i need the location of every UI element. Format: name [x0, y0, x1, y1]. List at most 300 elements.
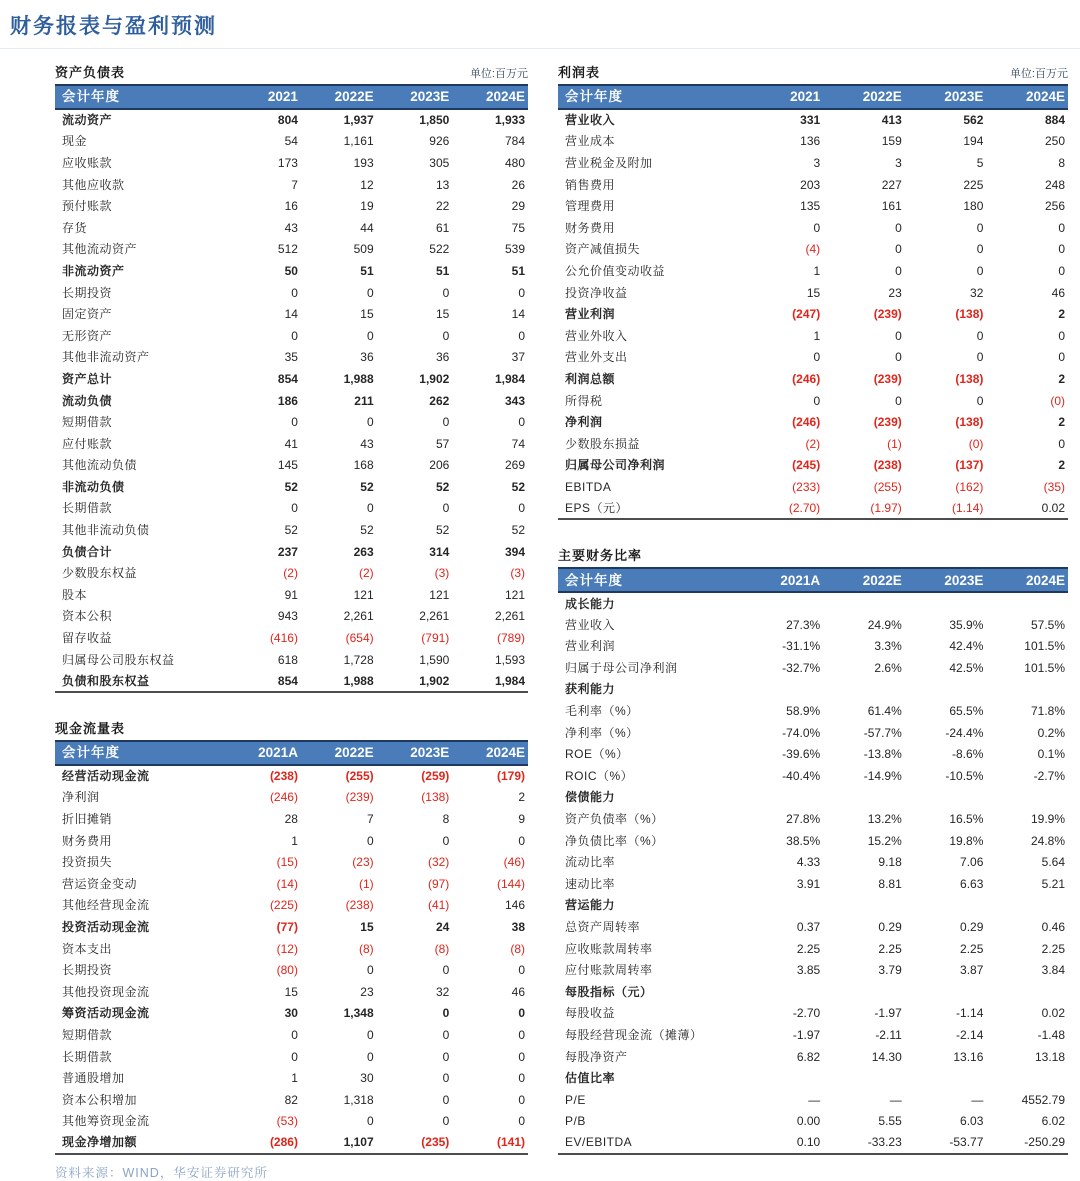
- cell-value: 61.4%: [867, 704, 902, 719]
- cell-value: 0: [813, 350, 821, 365]
- cell-value: 51: [511, 263, 525, 278]
- title-divider: [0, 48, 1080, 49]
- cell-value: 0: [1058, 220, 1065, 235]
- cell-value: (247): [792, 307, 821, 322]
- cell-value: 1: [813, 263, 821, 278]
- row-label: EV/EBITDA: [558, 1132, 742, 1154]
- cell-value: 9.18: [878, 855, 902, 870]
- cell-value: 0.02: [986, 498, 1068, 520]
- cell-value: 1: [291, 833, 298, 848]
- row-label: 非流动负债: [62, 479, 125, 494]
- row-label: 净利润: [62, 790, 100, 805]
- row-label: 财务费用: [565, 220, 616, 235]
- row-label: 其他经营现金流: [62, 898, 150, 913]
- cell-value: (0): [968, 436, 984, 451]
- cell-value: 15: [284, 984, 298, 999]
- table-row: [55, 347, 528, 369]
- table-row: [55, 765, 528, 787]
- cell-value: (1.97): [823, 498, 905, 520]
- cell-value: 211: [354, 393, 374, 408]
- cell-value: 854: [277, 371, 298, 386]
- cell-value: (46): [503, 855, 525, 870]
- table-row: [55, 282, 528, 304]
- cell-value: 804: [277, 113, 298, 128]
- cell-value: 2: [1058, 371, 1065, 386]
- cell-value: 0: [291, 415, 298, 430]
- row-label: 营业收入: [565, 113, 616, 128]
- cell-value: -74.0%: [782, 725, 821, 740]
- cell-value: (77): [276, 919, 298, 934]
- cell-value: [742, 895, 824, 917]
- cell-value: (245): [792, 458, 821, 473]
- cell-value: 3: [813, 155, 821, 170]
- cell-value: 1,984: [452, 670, 528, 692]
- cell-value: (138): [955, 307, 984, 322]
- column-header: 2024E: [986, 85, 1068, 109]
- cell-value: (80): [276, 963, 298, 978]
- column-header: 会计年度: [558, 85, 742, 109]
- table-row: [558, 390, 1068, 412]
- cell-value: -57.7%: [863, 725, 902, 740]
- cell-value: (235): [377, 1132, 453, 1154]
- row-label: 营运能力: [565, 898, 616, 913]
- table-row: [558, 1111, 1068, 1133]
- table-row: [55, 1024, 528, 1046]
- row-label: ROIC（%）: [565, 768, 634, 783]
- cell-value: 0: [442, 328, 450, 343]
- column-header: 2024E: [986, 568, 1068, 592]
- cell-value: (2): [805, 436, 821, 451]
- row-label: 其他非流动资产: [62, 350, 150, 365]
- cell-value: 19.9%: [1030, 812, 1065, 827]
- cash-flow-title: 现金流量表: [55, 721, 126, 737]
- cell-value: 32: [970, 285, 984, 300]
- cell-value: 71.8%: [1030, 704, 1065, 719]
- cell-value: 52: [511, 523, 525, 538]
- cell-value: 9: [518, 812, 525, 827]
- cell-value: 0: [366, 1027, 374, 1042]
- column-header: 2024E: [452, 741, 528, 765]
- cell-value: 2,261: [419, 609, 450, 624]
- cell-value: [905, 787, 987, 809]
- cell-value: (246): [269, 790, 298, 805]
- cell-value: 52: [360, 523, 374, 538]
- table-row: [558, 1024, 1068, 1046]
- row-label: 长期借款: [62, 1049, 113, 1064]
- cell-value: 173: [277, 155, 298, 170]
- cell-value: (654): [345, 631, 374, 646]
- cell-value: 0: [976, 220, 984, 235]
- cell-value: (246): [792, 371, 821, 386]
- table-row: [558, 873, 1068, 895]
- row-label: 少数股东损益: [565, 436, 641, 451]
- column-header: 2021A: [742, 568, 824, 592]
- cell-value: (138): [955, 371, 984, 386]
- cell-value: 943: [277, 609, 298, 624]
- cell-value: -33.23: [823, 1132, 905, 1154]
- balance-sheet-caption: [55, 61, 528, 81]
- table-row: [558, 722, 1068, 744]
- cell-value: 0: [1058, 242, 1065, 257]
- cell-value: (1): [887, 436, 902, 451]
- row-label: 营业收入: [565, 617, 616, 632]
- cell-value: 3.3%: [874, 639, 902, 654]
- table-row: [558, 109, 1068, 131]
- table-row: [55, 562, 528, 584]
- cell-value: (53): [276, 1114, 298, 1129]
- cell-value: 0: [518, 285, 525, 300]
- cell-value: 512: [277, 242, 298, 257]
- cell-value: (23): [352, 855, 374, 870]
- cell-value: (239): [873, 307, 902, 322]
- cell-value: 30: [284, 1006, 298, 1021]
- cell-value: 0: [895, 328, 902, 343]
- cell-value: (255): [345, 769, 374, 784]
- table-row: [55, 808, 528, 830]
- cell-value: 193: [353, 155, 374, 170]
- cell-value: -53.77: [905, 1132, 987, 1154]
- cell-value: —: [808, 1092, 821, 1107]
- row-label: 短期借款: [62, 1027, 113, 1042]
- cell-value: 0: [291, 285, 298, 300]
- column-header: 2023E: [377, 741, 453, 765]
- cell-value: 15: [435, 307, 450, 322]
- cell-value: 2.25: [878, 941, 902, 956]
- table-row: [55, 649, 528, 671]
- row-label: 普通股增加: [62, 1071, 125, 1086]
- column-header: 2022E: [823, 85, 905, 109]
- cell-value: [823, 592, 905, 614]
- cell-value: 13: [435, 177, 450, 192]
- cell-value: 522: [429, 242, 450, 257]
- cell-value: 44: [360, 220, 374, 235]
- row-label: 应收账款: [62, 155, 113, 170]
- cell-value: 1,318: [343, 1092, 374, 1107]
- cell-value: (238): [269, 769, 298, 784]
- cell-value: 0: [895, 242, 902, 257]
- table-row: [55, 895, 528, 917]
- table-row: [558, 195, 1068, 217]
- cell-value: (179): [496, 769, 525, 784]
- table-row: [55, 195, 528, 217]
- cell-value: 305: [429, 155, 450, 170]
- cell-value: [905, 679, 987, 701]
- column-header: 2021A: [225, 741, 301, 765]
- row-label: 投资净收益: [565, 285, 628, 300]
- row-label: 资本公积: [62, 609, 113, 624]
- row-label: 净利率（%）: [565, 725, 639, 740]
- cell-value: 0: [291, 328, 298, 343]
- table-row: [55, 1132, 528, 1154]
- cell-value: -24.4%: [945, 725, 984, 740]
- cell-value: 854: [225, 670, 301, 692]
- table-row: [55, 584, 528, 606]
- cell-value: 24: [435, 919, 450, 934]
- cell-value: 4.33: [796, 855, 821, 870]
- cell-value: 1,984: [494, 371, 525, 386]
- cell-value: 225: [963, 177, 984, 192]
- row-label: 少数股东权益: [62, 566, 138, 581]
- table-row: [558, 635, 1068, 657]
- cell-value: 8.81: [878, 876, 902, 891]
- unit-label: 单位:百万元: [469, 68, 528, 80]
- cell-value: 0: [976, 393, 984, 408]
- cell-value: 1,933: [494, 113, 525, 128]
- cell-value: (239): [873, 371, 902, 386]
- cell-value: 0: [366, 285, 374, 300]
- cell-value: 0.46: [1041, 919, 1065, 934]
- cell-value: 0.37: [796, 919, 821, 934]
- table-row: [558, 1046, 1068, 1068]
- balance-sheet-title: 资产负债表: [55, 65, 126, 80]
- cell-value: 0: [518, 1092, 525, 1107]
- cell-value: 16.5%: [949, 812, 984, 827]
- cell-value: 0: [1058, 436, 1065, 451]
- row-label: 偿债能力: [565, 790, 616, 805]
- row-label: 营运资金变动: [62, 876, 138, 891]
- row-label: 其他应收款: [62, 177, 125, 192]
- cell-value: 3.79: [878, 963, 902, 978]
- table-row: [55, 476, 528, 498]
- column-header: 2021: [225, 85, 301, 109]
- cell-value: 58.9%: [786, 704, 821, 719]
- cell-value: [986, 787, 1068, 809]
- cell-value: 203: [800, 177, 821, 192]
- cell-value: 2: [1058, 415, 1065, 430]
- cell-value: [986, 679, 1068, 701]
- cell-value: 1,988: [301, 670, 377, 692]
- row-label: 投资活动现金流: [62, 919, 150, 934]
- cell-value: [905, 895, 987, 917]
- cell-value: 0: [442, 1027, 450, 1042]
- row-label: EPS（元）: [558, 498, 742, 520]
- table-row: [558, 1067, 1068, 1089]
- cell-value: [986, 895, 1068, 917]
- cell-value: 52: [284, 479, 298, 494]
- cell-value: (15): [276, 855, 298, 870]
- row-label: 资产负债率（%）: [565, 812, 664, 827]
- cell-value: 101.5%: [1024, 660, 1065, 675]
- cell-value: 256: [1044, 199, 1065, 214]
- cell-value: (41): [427, 898, 450, 913]
- cell-value: 0: [442, 1114, 450, 1129]
- cell-value: 22: [435, 199, 450, 214]
- cell-value: 82: [284, 1092, 298, 1107]
- cell-value: 13.2%: [867, 812, 902, 827]
- cell-value: 0: [976, 328, 984, 343]
- cell-value: (239): [345, 790, 374, 805]
- cell-value: 2.6%: [874, 660, 902, 675]
- cell-value: 227: [881, 177, 902, 192]
- cell-value: 6.02: [1041, 1114, 1065, 1129]
- right-column: [558, 57, 1068, 1155]
- cell-value: (238): [873, 458, 902, 473]
- cell-value: 194: [963, 134, 984, 149]
- cell-value: (12): [276, 941, 298, 956]
- cell-value: -8.6%: [952, 747, 984, 762]
- row-label: 总资产周转率: [565, 919, 641, 934]
- cell-value: 0: [366, 833, 374, 848]
- cell-value: 0: [442, 1006, 450, 1021]
- cell-value: (416): [269, 631, 298, 646]
- cell-value: (2): [358, 566, 374, 581]
- cell-value: 0: [813, 220, 821, 235]
- table-row: [55, 411, 528, 433]
- cell-value: 2.25: [960, 941, 984, 956]
- cell-value: -1.97: [792, 1027, 821, 1042]
- table-row: [558, 700, 1068, 722]
- table-row: [55, 325, 528, 347]
- row-label: 负债和股东权益: [55, 670, 225, 692]
- cell-value: (238): [345, 898, 374, 913]
- cell-value: 16: [284, 199, 298, 214]
- cell-value: 1,988: [343, 371, 374, 386]
- cell-value: 51: [360, 263, 374, 278]
- cell-value: 263: [353, 544, 374, 559]
- cell-value: -2.11: [875, 1027, 902, 1042]
- table-row: [558, 1132, 1068, 1154]
- cell-value: (789): [496, 631, 525, 646]
- cell-value: 7: [291, 177, 298, 192]
- cell-value: 0: [895, 220, 902, 235]
- cell-value: 29: [511, 199, 525, 214]
- cell-value: 52: [435, 523, 450, 538]
- balance-sheet-table: [55, 61, 528, 693]
- row-label: 留存收益: [62, 631, 113, 646]
- cell-value: 6.82: [796, 1049, 821, 1064]
- cell-value: [823, 787, 905, 809]
- table-row: [55, 670, 528, 692]
- cell-value: (97): [427, 876, 450, 891]
- cell-value: 1,107: [301, 1132, 377, 1154]
- cell-value: 0.10: [742, 1132, 824, 1154]
- cell-value: 0.2%: [1037, 725, 1065, 740]
- source-note: 资料来源：WIND，华安证券研究所: [55, 1165, 268, 1180]
- table-row: [55, 239, 528, 261]
- cell-value: 65.5%: [949, 704, 984, 719]
- cell-value: 51: [435, 263, 450, 278]
- cell-value: [742, 1067, 824, 1089]
- table-row: [55, 368, 528, 390]
- cell-value: 91: [284, 587, 298, 602]
- page-title: 财务报表与盈利预测: [10, 15, 217, 38]
- cell-value: 480: [504, 155, 525, 170]
- cell-value: -2.70: [792, 1006, 821, 1021]
- table-row: [558, 959, 1068, 981]
- row-label: 其他非流动负债: [62, 523, 150, 538]
- table-row: [558, 455, 1068, 477]
- cell-value: 331: [800, 113, 821, 128]
- cell-value: (32): [427, 855, 450, 870]
- cell-value: (239): [873, 415, 902, 430]
- cell-value: [742, 592, 824, 614]
- cell-value: 30: [360, 1071, 374, 1086]
- table-row: [558, 657, 1068, 679]
- table-row: [55, 851, 528, 873]
- cell-value: (8): [358, 941, 374, 956]
- table-row: [55, 541, 528, 563]
- cell-value: 2: [518, 790, 525, 805]
- cell-value: 0: [518, 1027, 525, 1042]
- cell-value: 3: [895, 155, 902, 170]
- row-label: 其他投资现金流: [62, 984, 150, 999]
- table-row: [55, 938, 528, 960]
- cell-value: —: [889, 1092, 902, 1107]
- cell-value: 343: [504, 393, 525, 408]
- table-row: [558, 303, 1068, 325]
- cell-value: 15: [360, 307, 374, 322]
- income-statement-title: 利润表: [558, 65, 601, 80]
- cell-value: 0: [1058, 328, 1065, 343]
- cell-value: 0: [976, 263, 984, 278]
- table-row: [558, 916, 1068, 938]
- column-header: 2024E: [452, 85, 528, 109]
- cell-value: 0: [366, 501, 374, 516]
- cell-value: 0: [518, 328, 525, 343]
- cell-value: -14.9%: [863, 768, 902, 783]
- cell-value: 37: [511, 350, 525, 365]
- cell-value: 3.91: [796, 876, 821, 891]
- cell-value: 0: [1058, 263, 1065, 278]
- cell-value: 0: [518, 1006, 525, 1021]
- cell-value: 35.9%: [949, 617, 984, 632]
- cell-value: 3.87: [960, 963, 984, 978]
- cell-value: 23: [360, 984, 374, 999]
- row-label: P/E: [565, 1092, 586, 1107]
- cell-value: 0: [366, 1114, 374, 1129]
- row-label: 投资损失: [62, 855, 113, 870]
- cell-value: 0: [442, 833, 450, 848]
- cell-value: 1: [291, 1071, 298, 1086]
- cell-value: 28: [284, 812, 298, 827]
- cell-value: 2.25: [1041, 941, 1065, 956]
- cell-value: 32: [435, 984, 450, 999]
- cell-value: 1: [813, 328, 821, 343]
- cell-value: 43: [284, 220, 298, 235]
- row-label: 经营活动现金流: [62, 769, 150, 784]
- table-row: [558, 614, 1068, 636]
- table-row: [558, 498, 1068, 520]
- cell-value: 121: [353, 587, 374, 602]
- cell-value: 250: [1044, 134, 1065, 149]
- cell-value: 314: [429, 544, 450, 559]
- table-row: [558, 476, 1068, 498]
- cell-value: 52: [435, 479, 450, 494]
- row-label: 长期借款: [62, 501, 113, 516]
- cell-value: 101.5%: [1024, 639, 1065, 654]
- cell-value: 42.4%: [949, 639, 984, 654]
- cell-value: 23: [888, 285, 902, 300]
- cell-value: (138): [421, 790, 450, 805]
- cell-value: [742, 787, 824, 809]
- cell-value: (4): [805, 242, 821, 257]
- cell-value: 14: [511, 307, 525, 322]
- cell-value: 0: [442, 285, 450, 300]
- cell-value: [742, 981, 824, 1003]
- unit-label: 单位:百万元: [1009, 68, 1068, 80]
- row-label: 无形资产: [62, 328, 113, 343]
- row-label: 短期借款: [62, 415, 113, 430]
- row-label: 股本: [62, 587, 88, 602]
- cell-value: (141): [452, 1132, 528, 1154]
- cell-value: 8: [442, 812, 450, 827]
- cell-value: [905, 1067, 987, 1089]
- cell-value: (35): [1043, 479, 1065, 494]
- cell-value: 27.3%: [786, 617, 821, 632]
- table-row: [558, 368, 1068, 390]
- row-label: 公允价值变动收益: [565, 263, 666, 278]
- row-label: 资本公积增加: [62, 1092, 138, 1107]
